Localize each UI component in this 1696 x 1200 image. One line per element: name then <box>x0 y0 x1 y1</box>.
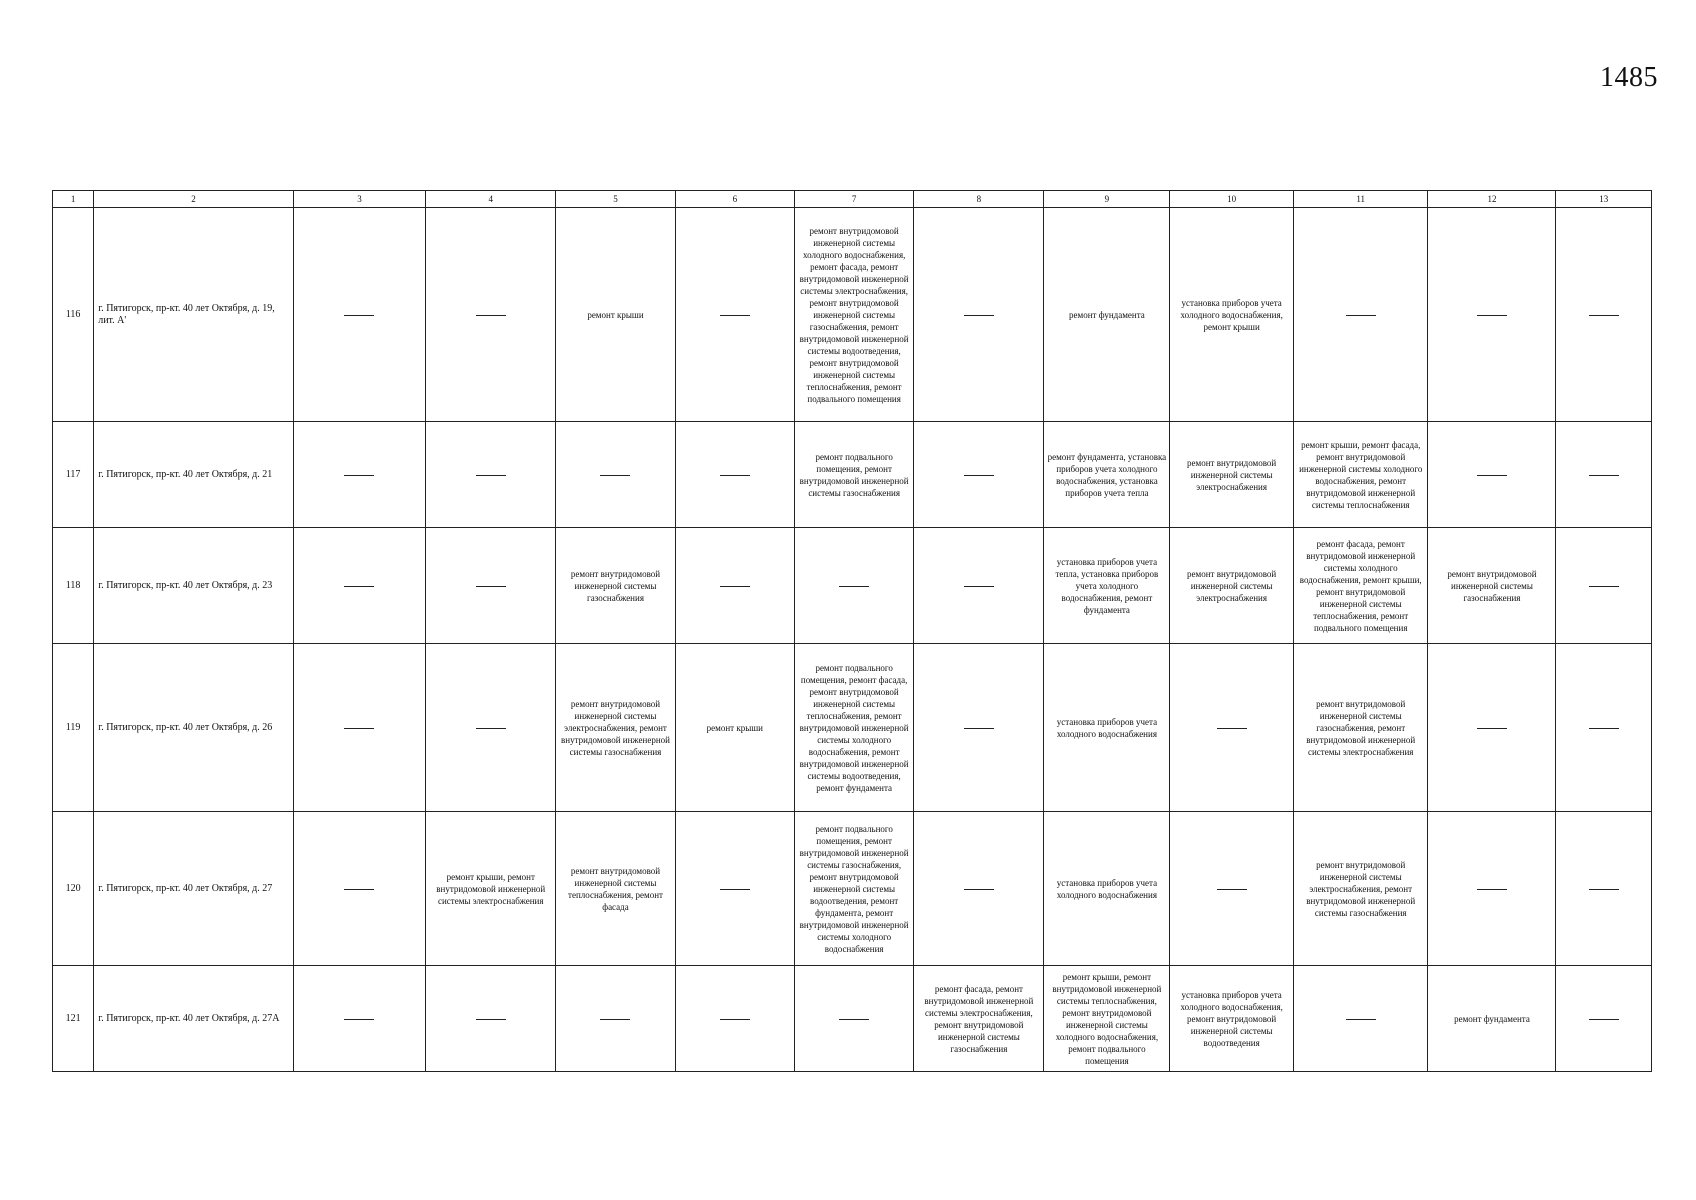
empty-cell <box>794 528 913 644</box>
dash-mark <box>720 1019 750 1020</box>
work-cell: ремонт подвального помещения, ремонт внутридомовой инженерной системы газоснабжения <box>794 422 913 528</box>
dash-mark <box>600 1019 630 1020</box>
column-header: 10 <box>1170 191 1294 208</box>
empty-cell <box>293 644 425 812</box>
dash-mark <box>1477 889 1507 890</box>
address-cell: г. Пятигорск, пр-кт. 40 лет Октября, д. 27А <box>94 966 294 1072</box>
dash-mark <box>720 315 750 316</box>
dash-mark <box>720 475 750 476</box>
empty-cell <box>293 422 425 528</box>
dash-mark <box>1589 586 1619 587</box>
dash-mark <box>1217 728 1247 729</box>
empty-cell <box>1428 208 1556 422</box>
empty-cell <box>675 528 794 644</box>
work-cell: ремонт фундамента, установка приборов учета холодного водоснабжения, установка приборов учета тепла <box>1044 422 1170 528</box>
empty-cell <box>675 966 794 1072</box>
header-row <box>53 191 1652 208</box>
work-cell: ремонт крыши <box>675 644 794 812</box>
empty-cell <box>1556 812 1652 966</box>
dash-mark <box>476 315 506 316</box>
empty-cell <box>914 644 1044 812</box>
dash-mark <box>1477 315 1507 316</box>
column-header: 5 <box>556 191 675 208</box>
empty-cell <box>914 812 1044 966</box>
dash-mark <box>964 586 994 587</box>
column-header: 3 <box>293 191 425 208</box>
empty-cell <box>1556 422 1652 528</box>
row-number: 119 <box>53 644 94 812</box>
work-cell: ремонт подвального помещения, ремонт внутридомовой инженерной системы газоснабжения, ремонт внутридомовой инженерной системы водоотведения, ремонт фундамента, ремонт внутридомовой инженерной системы холодного водоснабжения <box>794 812 913 966</box>
table-row <box>53 422 1652 528</box>
work-cell: установка приборов учета холодного водоснабжения, ремонт внутридомовой инженерной системы водоотведения <box>1170 966 1294 1072</box>
dash-mark <box>1589 475 1619 476</box>
empty-cell <box>1556 966 1652 1072</box>
dash-mark <box>839 1019 869 1020</box>
empty-cell <box>914 422 1044 528</box>
empty-cell <box>556 966 675 1072</box>
dash-mark <box>964 889 994 890</box>
dash-mark <box>1589 1019 1619 1020</box>
address-cell: г. Пятигорск, пр-кт. 40 лет Октября, д. 23 <box>94 528 294 644</box>
address-cell: г. Пятигорск, пр-кт. 40 лет Октября, д. 21 <box>94 422 294 528</box>
empty-cell <box>1170 812 1294 966</box>
column-header: 9 <box>1044 191 1170 208</box>
work-cell: ремонт внутридомовой инженерной системы электроснабжения, ремонт внутридомовой инженерной системы газоснабжения <box>556 644 675 812</box>
work-cell: ремонт крыши, ремонт внутридомовой инженерной системы электроснабжения <box>426 812 556 966</box>
dash-mark <box>1346 1019 1376 1020</box>
dash-mark <box>344 1019 374 1020</box>
dash-mark <box>344 586 374 587</box>
table-row <box>53 528 1652 644</box>
work-cell: ремонт внутридомовой инженерной системы газоснабжения <box>1428 528 1556 644</box>
empty-cell <box>426 422 556 528</box>
table-row <box>53 644 1652 812</box>
empty-cell <box>1170 644 1294 812</box>
empty-cell <box>293 528 425 644</box>
work-cell: ремонт фундамента <box>1044 208 1170 422</box>
work-cell: ремонт внутридомовой инженерной системы газоснабжения, ремонт внутридомовой инженерной системы электроснабжения <box>1293 644 1428 812</box>
work-cell: ремонт крыши, ремонт внутридомовой инженерной системы теплоснабжения, ремонт внутридомовой инженерной системы холодного водоснабжения, ремонт подвального помещения <box>1044 966 1170 1072</box>
dash-mark <box>1589 889 1619 890</box>
work-cell: ремонт фасада, ремонт внутридомовой инженерной системы электроснабжения, ремонт внутридомовой инженерной системы газоснабжения <box>914 966 1044 1072</box>
work-cell: ремонт внутридомовой инженерной системы электроснабжения <box>1170 528 1294 644</box>
dash-mark <box>600 475 630 476</box>
dash-mark <box>839 586 869 587</box>
empty-cell <box>914 528 1044 644</box>
work-cell: ремонт внутридомовой инженерной системы холодного водоснабжения, ремонт фасада, ремонт внутридомовой инженерной системы электроснабжения, ремонт внутридомовой инженерной системы газоснабжения, ремонт внутридомовой инженерной системы водоотведения, ремонт внутридомовой инженерной системы теплоснабжения, ремонт подвального помещения <box>794 208 913 422</box>
column-header: 12 <box>1428 191 1556 208</box>
dash-mark <box>964 728 994 729</box>
empty-cell <box>1556 208 1652 422</box>
work-cell: установка приборов учета холодного водоснабжения <box>1044 644 1170 812</box>
dash-mark <box>720 586 750 587</box>
column-header: 7 <box>794 191 913 208</box>
address-cell: г. Пятигорск, пр-кт. 40 лет Октября, д. 26 <box>94 644 294 812</box>
work-cell: ремонт крыши <box>556 208 675 422</box>
work-cell: установка приборов учета тепла, установка приборов учета холодного водоснабжения, ремонт фундамента <box>1044 528 1170 644</box>
work-cell: ремонт фундамента <box>1428 966 1556 1072</box>
dash-mark <box>1477 728 1507 729</box>
dash-mark <box>344 889 374 890</box>
dash-mark <box>476 475 506 476</box>
page-number: 1485 <box>1600 62 1658 93</box>
empty-cell <box>675 812 794 966</box>
column-header: 8 <box>914 191 1044 208</box>
row-number: 116 <box>53 208 94 422</box>
table-row <box>53 208 1652 422</box>
column-header: 13 <box>1556 191 1652 208</box>
column-header: 4 <box>426 191 556 208</box>
table-body <box>53 208 1652 1072</box>
dash-mark <box>344 315 374 316</box>
work-cell: ремонт крыши, ремонт фасада, ремонт внутридомовой инженерной системы холодного водоснабжения, ремонт внутридомовой инженерной системы теплоснабжения <box>1293 422 1428 528</box>
work-cell: ремонт внутридомовой инженерной системы электроснабжения <box>1170 422 1294 528</box>
work-cell: ремонт внутридомовой инженерной системы электроснабжения, ремонт внутридомовой инженерной системы газоснабжения <box>1293 812 1428 966</box>
empty-cell <box>794 966 913 1072</box>
work-schedule-table <box>52 190 1652 1072</box>
empty-cell <box>675 422 794 528</box>
empty-cell <box>293 812 425 966</box>
dash-mark <box>1589 315 1619 316</box>
empty-cell <box>1428 644 1556 812</box>
empty-cell <box>1293 966 1428 1072</box>
empty-cell <box>426 644 556 812</box>
work-cell: ремонт внутридомовой инженерной системы теплоснабжения, ремонт фасада <box>556 812 675 966</box>
row-number: 121 <box>53 966 94 1072</box>
column-header: 1 <box>53 191 94 208</box>
address-cell: г. Пятигорск, пр-кт. 40 лет Октября, д. 27 <box>94 812 294 966</box>
column-header: 2 <box>94 191 294 208</box>
dash-mark <box>1477 475 1507 476</box>
empty-cell <box>1428 422 1556 528</box>
dash-mark <box>476 728 506 729</box>
empty-cell <box>1556 528 1652 644</box>
empty-cell <box>675 208 794 422</box>
address-cell: г. Пятигорск, пр-кт. 40 лет Октября, д. 19, лит. А' <box>94 208 294 422</box>
dash-mark <box>964 315 994 316</box>
work-cell: установка приборов учета холодного водоснабжения <box>1044 812 1170 966</box>
work-cell: ремонт фасада, ремонт внутридомовой инженерной системы холодного водоснабжения, ремонт крыши, ремонт внутридомовой инженерной системы теплоснабжения, ремонт подвального помещения <box>1293 528 1428 644</box>
dash-mark <box>1589 728 1619 729</box>
dash-mark <box>1217 889 1247 890</box>
row-number: 117 <box>53 422 94 528</box>
empty-cell <box>556 422 675 528</box>
dash-mark <box>964 475 994 476</box>
empty-cell <box>293 966 425 1072</box>
dash-mark <box>476 1019 506 1020</box>
work-cell: ремонт подвального помещения, ремонт фасада, ремонт внутридомовой инженерной системы теплоснабжения, ремонт внутридомовой инженерной системы холодного водоснабжения, ремонт внутридомовой инженерной системы водоотведения, ремонт фундамента <box>794 644 913 812</box>
column-header: 6 <box>675 191 794 208</box>
work-cell: ремонт внутридомовой инженерной системы газоснабжения <box>556 528 675 644</box>
empty-cell <box>914 208 1044 422</box>
empty-cell <box>293 208 425 422</box>
row-number: 118 <box>53 528 94 644</box>
table-row <box>53 966 1652 1072</box>
row-number: 120 <box>53 812 94 966</box>
empty-cell <box>426 966 556 1072</box>
dash-mark <box>476 586 506 587</box>
empty-cell <box>426 208 556 422</box>
empty-cell <box>1556 644 1652 812</box>
table-row <box>53 812 1652 966</box>
work-cell: установка приборов учета холодного водоснабжения, ремонт крыши <box>1170 208 1294 422</box>
dash-mark <box>1346 315 1376 316</box>
empty-cell <box>1428 812 1556 966</box>
column-header: 11 <box>1293 191 1428 208</box>
empty-cell <box>1293 208 1428 422</box>
dash-mark <box>344 728 374 729</box>
empty-cell <box>426 528 556 644</box>
dash-mark <box>344 475 374 476</box>
dash-mark <box>720 889 750 890</box>
